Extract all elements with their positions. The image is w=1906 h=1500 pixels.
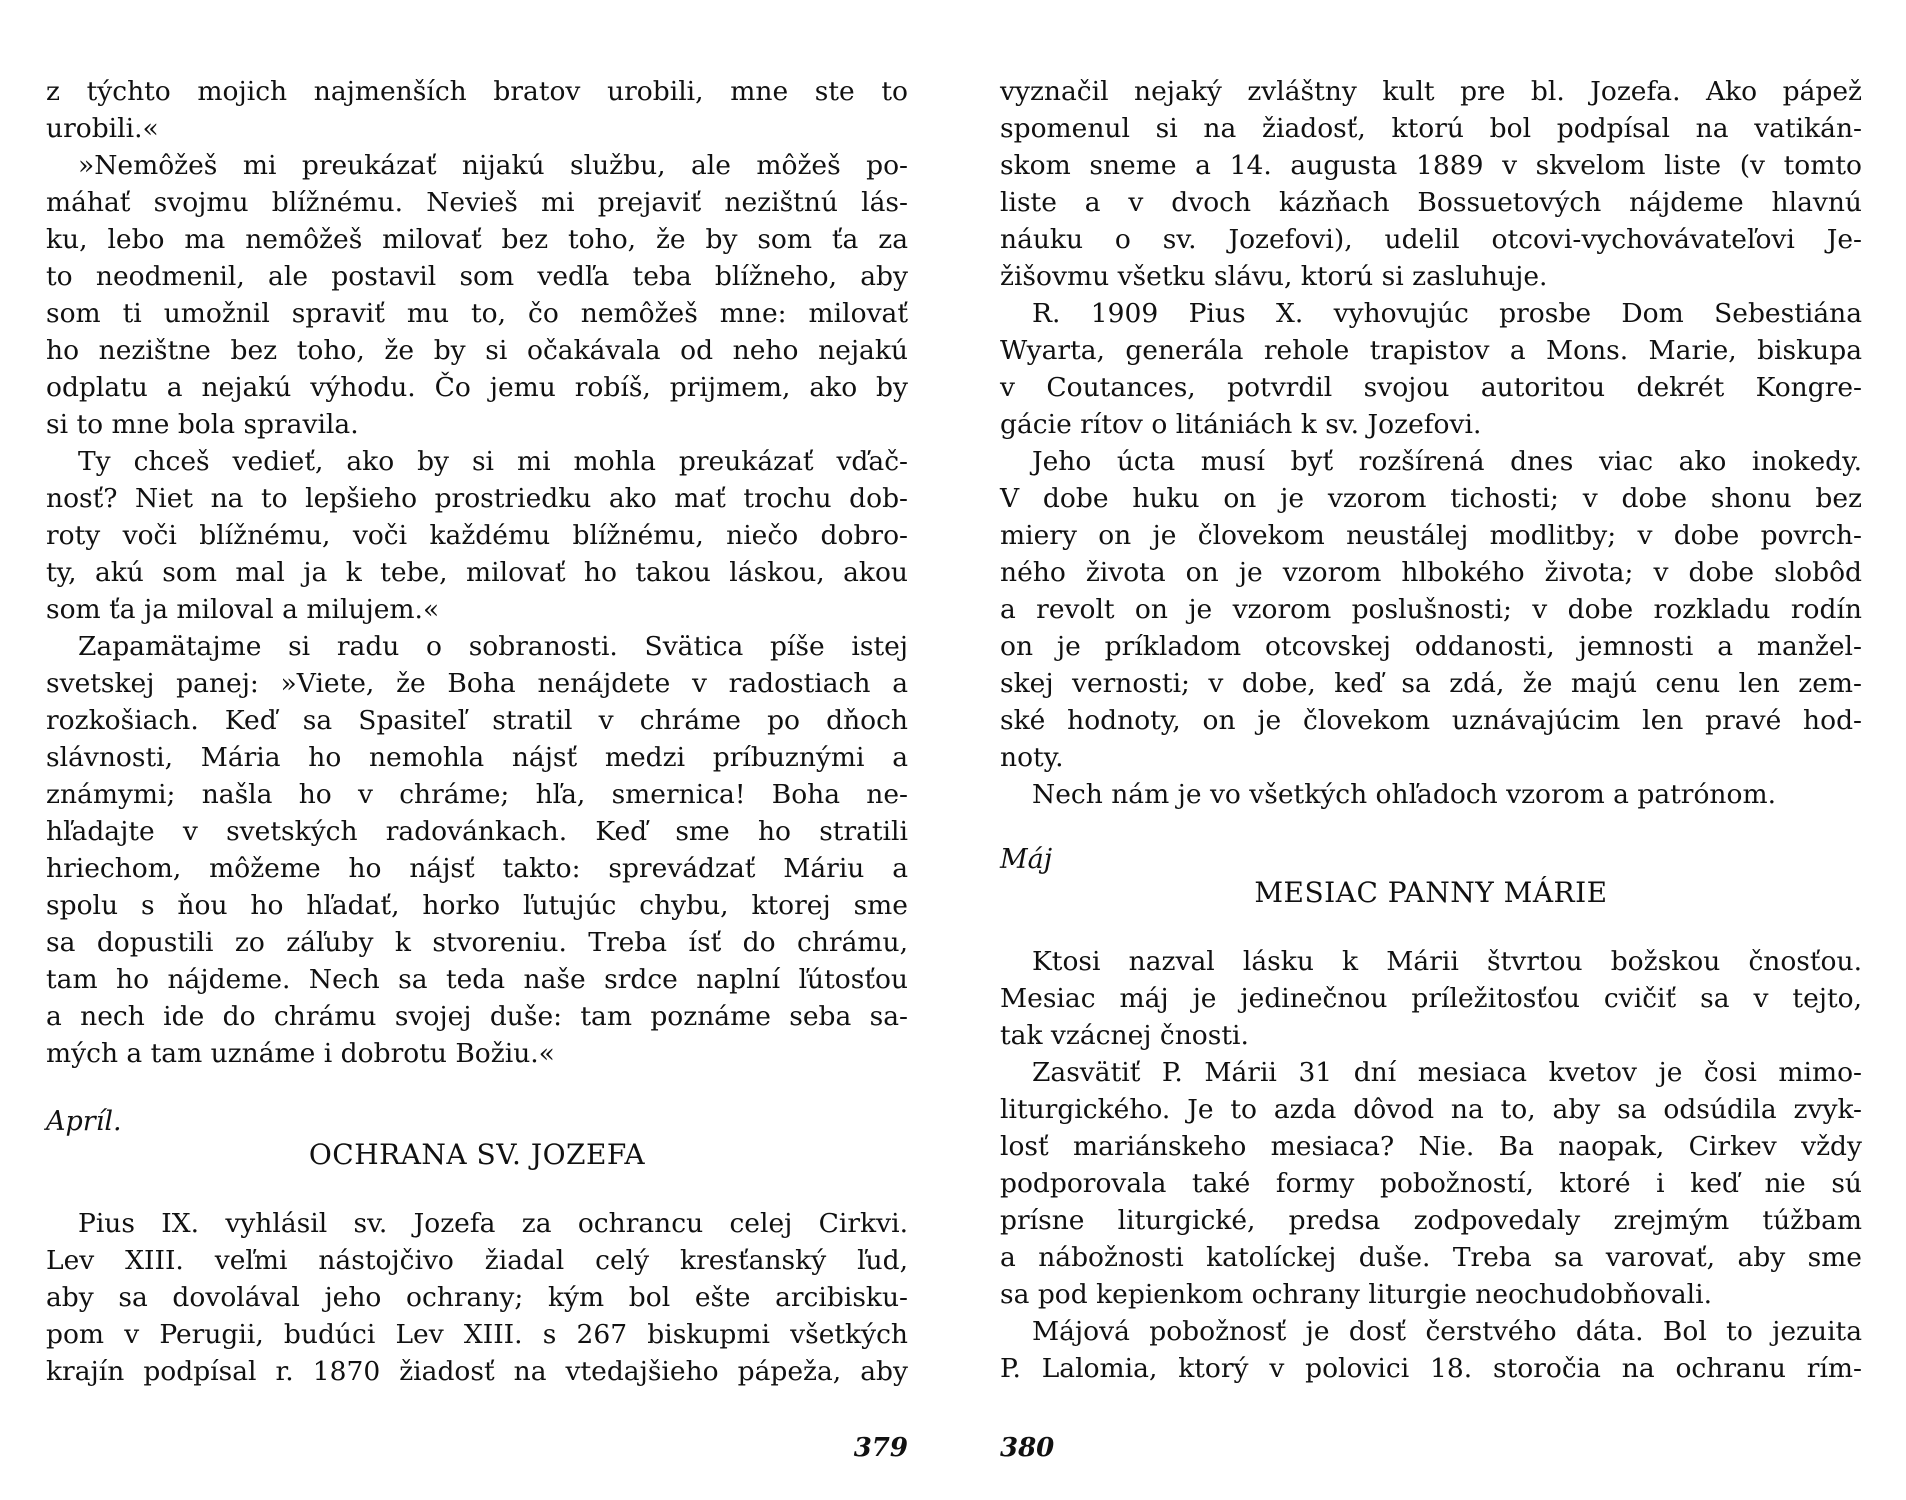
text-line: hriechom, môžeme ho nájsť takto: sprevádzať Máriu a: [46, 853, 908, 884]
text-line: Wyarta, generála rehole trapistov a Mons. Marie, biskupa: [1000, 335, 1862, 366]
text-line: Zapamätajme si radu o sobranosti. Svätica píše istej: [78, 631, 908, 662]
text-line: ného života on je vzorom hlbokého života; v dobe slobôd: [1000, 557, 1862, 588]
text-line: Lev XIII. veľmi nástojčivo žiadal celý kresťanský ľud,: [46, 1245, 908, 1276]
text-line: odplatu a nejakú výhodu. Čo jemu robíš, prijmem, ako by: [46, 372, 908, 403]
text-line: ské hodnoty, on je človekom uznávajúcim len pravé hod-: [1000, 705, 1862, 736]
text-line: ty, akú som mal ja k tebe, milovať ho takou láskou, akou: [46, 557, 908, 588]
text-line: a revolt on je vzorom poslušnosti; v dobe rozkladu rodín: [1000, 594, 1862, 625]
text-line: roty voči blížnému, voči každému blížnému, niečo dobro-: [46, 520, 908, 551]
text-line: rozkošiach. Keď sa Spasiteľ stratil v chráme po dňoch: [46, 705, 908, 736]
text-line: tam ho nájdeme. Nech sa teda naše srdce naplní ľútosťou: [46, 964, 908, 995]
text-line: Ktosi nazval lásku k Márii štvrtou božskou čnosťou.: [1032, 946, 1862, 977]
text-line: losť mariánskeho mesiaca? Nie. Ba naopak, Cirkev vždy: [1000, 1131, 1862, 1162]
text-line: z týchto mojich najmenších bratov urobili, mne ste to: [46, 76, 908, 107]
text-line: noty.: [1000, 742, 1064, 773]
text-line: V dobe huku on je vzorom tichosti; v dobe shonu bez: [1000, 483, 1862, 514]
text-line: v Coutances, potvrdil svojou autoritou dekrét Kongre-: [1000, 372, 1862, 403]
text-line: Zasvätiť P. Márii 31 dní mesiaca kvetov je čosi mimo-: [1032, 1057, 1862, 1088]
text-line: máhať svojmu blížnému. Nevieš mi prejaviť nezištnú lás-: [46, 187, 908, 218]
text-line: si to mne bola spravila.: [46, 409, 359, 440]
text-line: gácie rítov o litániách k sv. Jozefovi.: [1000, 409, 1482, 440]
text-line: som ťa ja miloval a milujem.«: [46, 594, 440, 625]
text-line: a nábožnosti katolíckej duše. Treba sa varovať, aby sme: [1000, 1242, 1862, 1273]
text-line: sa pod kepienkom ochrany liturgie neochudobňovali.: [1000, 1279, 1713, 1310]
text-line: ho nezištne bez toho, že by si očakávala od neho nejakú: [46, 335, 908, 366]
text-line: pom v Perugii, budúci Lev XIII. s 267 biskupmi všetkých: [46, 1319, 908, 1350]
text-line: Mesiac máj je jedinečnou príležitosťou cvičiť sa v tejto,: [1000, 983, 1862, 1014]
text-line: miery on je človekom neustálej modlitby; v dobe povrch-: [1000, 520, 1862, 551]
month-label: Apríl.: [46, 1106, 122, 1137]
text-line: krajín podpísal r. 1870 žiadosť na vtedajšieho pápeža, aby: [46, 1356, 908, 1387]
text-line: R. 1909 Pius X. vyhovujúc prosbe Dom Sebestiána: [1032, 298, 1862, 329]
text-line: liste a v dvoch kázňach Bossuetových nájdeme hlavnú: [1000, 187, 1862, 218]
text-line: nosť? Niet na to lepšieho prostriedku ako mať trochu dob-: [46, 483, 908, 514]
text-line: som ti umožnil spraviť mu to, čo nemôžeš mne: milovať: [46, 298, 908, 329]
text-line: podporovala také formy pobožností, ktoré i keď nie sú: [1000, 1168, 1862, 1199]
section-heading: OCHRANA SV. JOZEFA: [308, 1138, 646, 1171]
text-line: hľadajte v svetských radovánkach. Keď sme ho stratili: [46, 816, 908, 847]
text-line: spolu s ňou ho hľadať, horko ľutujúc chybu, ktorej sme: [46, 890, 908, 921]
text-line: prísne liturgické, predsa zodpovedaly zrejmým túžbam: [1000, 1205, 1862, 1236]
page-number: 379: [853, 1433, 908, 1463]
text-line: známymi; našla ho v chráme; hľa, smernica! Boha ne-: [46, 779, 908, 810]
text-line: Májová pobožnosť je dosť čerstvého dáta. Bol to jezuita: [1032, 1316, 1862, 1347]
text-line: spomenul si na žiadosť, ktorú bol podpísal na vatikán-: [1000, 113, 1862, 144]
section-heading: MESIAC PANNY MÁRIE: [1254, 876, 1608, 909]
text-line: liturgického. Je to azda dôvod na to, aby sa odsúdila zvyk-: [1000, 1094, 1862, 1125]
text-line: P. Lalomia, ktorý v polovici 18. storočia na ochranu rím-: [1000, 1353, 1862, 1384]
month-label: Máj: [1000, 844, 1053, 875]
text-line: skej vernosti; v dobe, keď sa zdá, že majú cenu len zem-: [1000, 668, 1862, 699]
text-line: svetskej panej: »Viete, že Boha nenájdete v radostiach a: [46, 668, 908, 699]
text-line: náuku o sv. Jozefovi), udelil otcovi-vychovávateľovi Je-: [1000, 224, 1862, 255]
text-line: on je príkladom otcovskej oddanosti, jemnosti a manžel-: [1000, 631, 1862, 662]
text-line: sa dopustili zo záľuby k stvoreniu. Treba ísť do chrámu,: [46, 927, 908, 958]
text-line: Pius IX. vyhlásil sv. Jozefa za ochrancu celej Cirkvi.: [78, 1208, 908, 1239]
text-line: skom sneme a 14. augusta 1889 v skvelom liste (v tomto: [1000, 150, 1862, 181]
page-number: 380: [1000, 1433, 1055, 1463]
text-line: aby sa dovolával jeho ochrany; kým bol ešte arcibisku-: [46, 1282, 908, 1313]
text-line: žišovmu všetku slávu, ktorú si zasluhuje.: [1000, 261, 1548, 292]
text-line: tak vzácnej čnosti.: [1000, 1020, 1249, 1051]
text-line: Nech nám je vo všetkých ohľadoch vzorom a patrónom.: [1032, 779, 1776, 810]
text-line: urobili.«: [46, 113, 159, 144]
text-line: Jeho úcta musí byť rozšírená dnes viac ako inokedy.: [1032, 446, 1862, 477]
text-line: to neodmenil, ale postavil som vedľa teba blížneho, aby: [46, 261, 908, 292]
text-line: mých a tam uznáme i dobrotu Božiu.«: [46, 1038, 555, 1069]
text-line: »Nemôžeš mi preukázať nijakú službu, ale môžeš po-: [78, 150, 908, 181]
text-line: slávnosti, Mária ho nemohla nájsť medzi príbuznými a: [46, 742, 908, 773]
text-line: vyznačil nejaký zvláštny kult pre bl. Jozefa. Ako pápež: [1000, 76, 1862, 107]
text-line: Ty chceš vedieť, ako by si mi mohla preukázať vďač-: [78, 446, 908, 477]
text-line: a nech ide do chrámu svojej duše: tam poznáme seba sa-: [46, 1001, 908, 1032]
text-line: ku, lebo ma nemôžeš milovať bez toho, že by som ťa za: [46, 224, 908, 255]
